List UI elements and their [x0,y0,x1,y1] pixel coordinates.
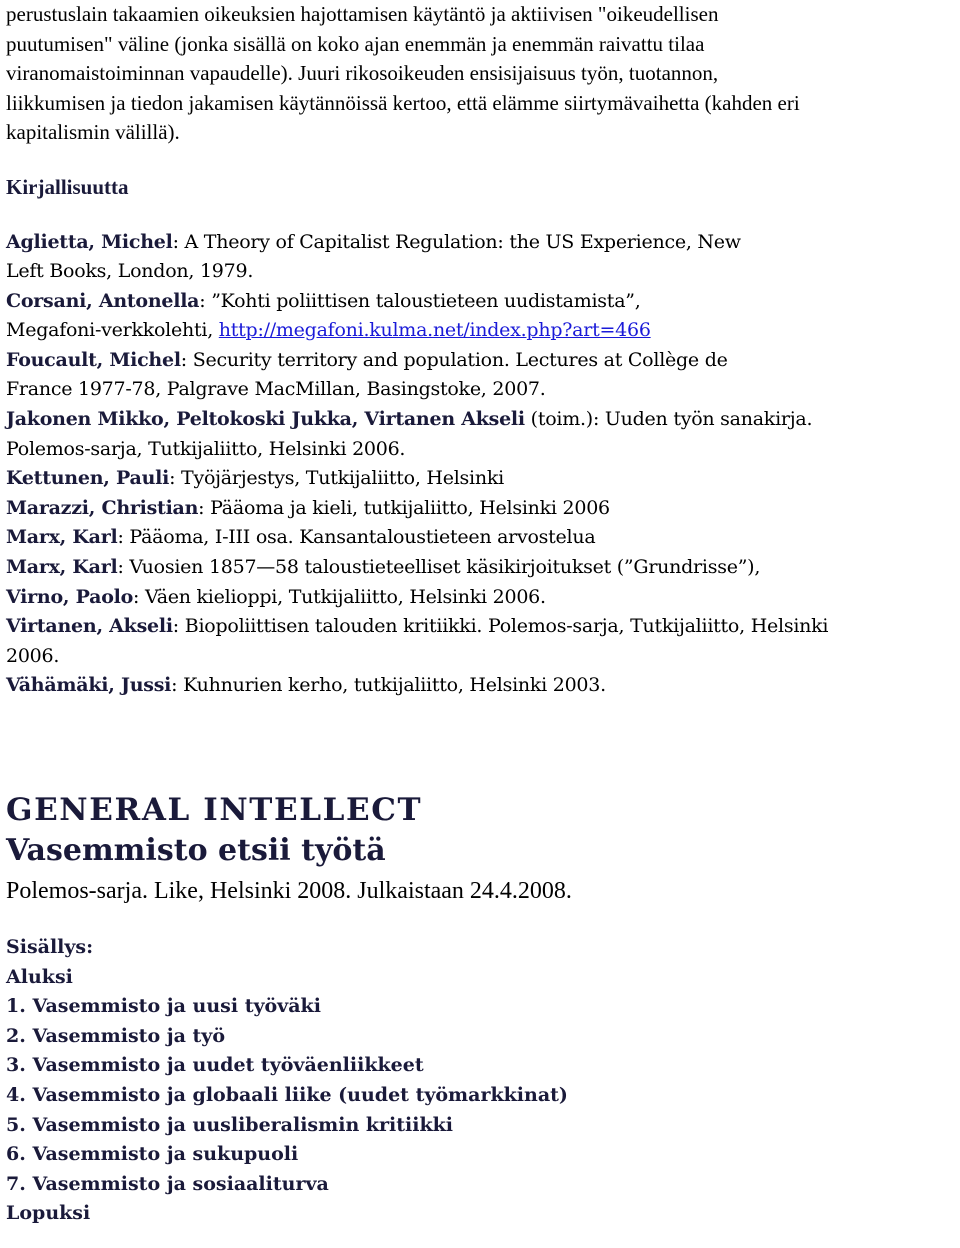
bibliography-entry [6,228,954,287]
bibliography-entry [6,612,954,671]
bibliography-entry [6,287,954,346]
entry-text: Security territory and population. Lectures at Collège de [192,348,728,371]
entry-text: France 1977-78, Palgrave MacMillan, Basingstoke, 2007. [6,378,546,401]
entry-text: Työjärjestys, Tutkijaliitto, Helsinki [181,467,504,490]
entry-text: A Theory of Capitalist Regulation: the US Experience, New [184,230,741,253]
bibliography-entry [6,553,954,583]
intro-line: viranomaistoiminnan vapaudelle). Juuri rikosoikeuden ensisijaisuus työn, tuotannon, [6,61,719,85]
entry-text: 2006. [6,644,60,667]
entry-author: Virno, Paolo [6,585,134,608]
entry-text: Väen kielioppi, Tutkijaliitto, Helsinki 2006. [144,585,546,608]
bibliography-entry [6,494,954,524]
entry-author: Aglietta, Michel [6,230,173,253]
series-title: GENERAL INTELLECT [6,792,423,828]
intro-line: puutumisen" väline (jonka sisällä on koko ajan enemmän ja enemmän raivattu tilaa [6,31,705,56]
entry-text: Polemos-sarja, Tutkijaliitto, Helsinki 2006. [6,437,406,460]
intro-line: perustuslain takaamien oikeuksien hajottamisen käytäntö ja aktiivisen "oikeudellisen [6,2,719,26]
toc-item: 3. Vasemmisto ja uudet työväenliikkeet [6,1054,424,1077]
toc-item: 5. Vasemmisto ja uusliberalismin kritiikki [6,1113,454,1136]
bibliography-entry [6,671,954,701]
entry-author: Foucault, Michel [6,348,181,371]
toc-heading: Sisällys: [6,936,94,958]
bibliography-entry [6,346,954,405]
entry-separator: : [198,496,211,519]
intro-line: liikkumisen ja tiedon jakamisen käytännöissä kertoo, että elämme siirtymävaihetta (kahden eri [6,90,800,115]
entry-author: Marx, Karl [6,526,118,549]
bibliography-list [6,228,954,702]
intro-line: kapitalismin välillä). [6,120,180,144]
literature-heading: Kirjallisuutta [6,174,129,199]
entry-separator: : [172,615,185,638]
megafoni-link[interactable]: http://megafoni.kulma.net/index.php?art=466 [218,319,651,342]
toc-item: Lopuksi [6,1202,91,1225]
publication-info: Polemos-sarja. Like, Helsinki 2008. Julkaistaan 24.4.2008. [6,878,572,904]
entry-separator: : [172,230,185,253]
book-announcement [6,789,954,909]
entry-text: Pääoma ja kieli, tutkijaliitto, Helsinki 2006 [210,496,610,519]
entry-separator: : [169,467,182,490]
entry-text: Pääoma, I-III osa. Kansantaloustieteen arvostelua [129,526,596,549]
entry-author: Jakonen Mikko, Peltokoski Jukka, Virtanen Akseli [6,408,525,431]
toc-item: Aluksi [6,965,73,988]
toc-item: 4. Vasemmisto ja globaali liike (uudet työmarkkinat) [6,1083,568,1106]
bibliography-entry [6,405,954,464]
bibliography-entry [6,523,954,553]
entry-text: Vuosien 1857—58 taloustieteelliset käsikirjoitukset (”Grundrisse”), [129,556,761,579]
entry-author: Kettunen, Pauli [6,467,170,490]
entry-text: (toim.): Uuden työn sanakirja. [530,408,813,431]
entry-separator: : [199,289,212,312]
entry-separator: : [180,348,193,371]
entry-author: Corsani, Antonella [6,289,200,312]
bibliography-entry [6,583,954,613]
entry-text: ”Kohti poliittisen taloustieteen uudistamista”, [211,289,641,312]
toc-item: 2. Vasemmisto ja työ [6,1024,226,1047]
entry-text: Biopoliittisen talouden kritiikki. Polemos-sarja, Tutkijaliitto, Helsinki [184,615,829,638]
table-of-contents [6,933,954,1229]
entry-author: Virtanen, Akseli [6,615,173,638]
entry-text: Megafoni-verkkolehti, [6,319,219,342]
toc-item: 6. Vasemmisto ja sukupuoli [6,1143,299,1166]
entry-separator: : [117,526,130,549]
entry-author: Marx, Karl [6,556,118,579]
entry-author: Vähämäki, Jussi [6,674,172,697]
toc-item: 1. Vasemmisto ja uusi työväki [6,995,321,1018]
entry-author: Marazzi, Christian [6,496,199,519]
toc-item: 7. Vasemmisto ja sosiaaliturva [6,1172,329,1195]
entry-separator: : [171,674,184,697]
intro-paragraph [6,0,954,148]
bibliography-entry [6,464,954,494]
book-title: Vasemmisto etsii työtä [6,833,386,868]
entry-text: Left Books, London, 1979. [6,260,254,283]
entry-separator: : [133,585,145,608]
entry-text: Kuhnurien kerho, tutkijaliitto, Helsinki 2003. [183,674,606,697]
entry-separator: : [117,556,130,579]
